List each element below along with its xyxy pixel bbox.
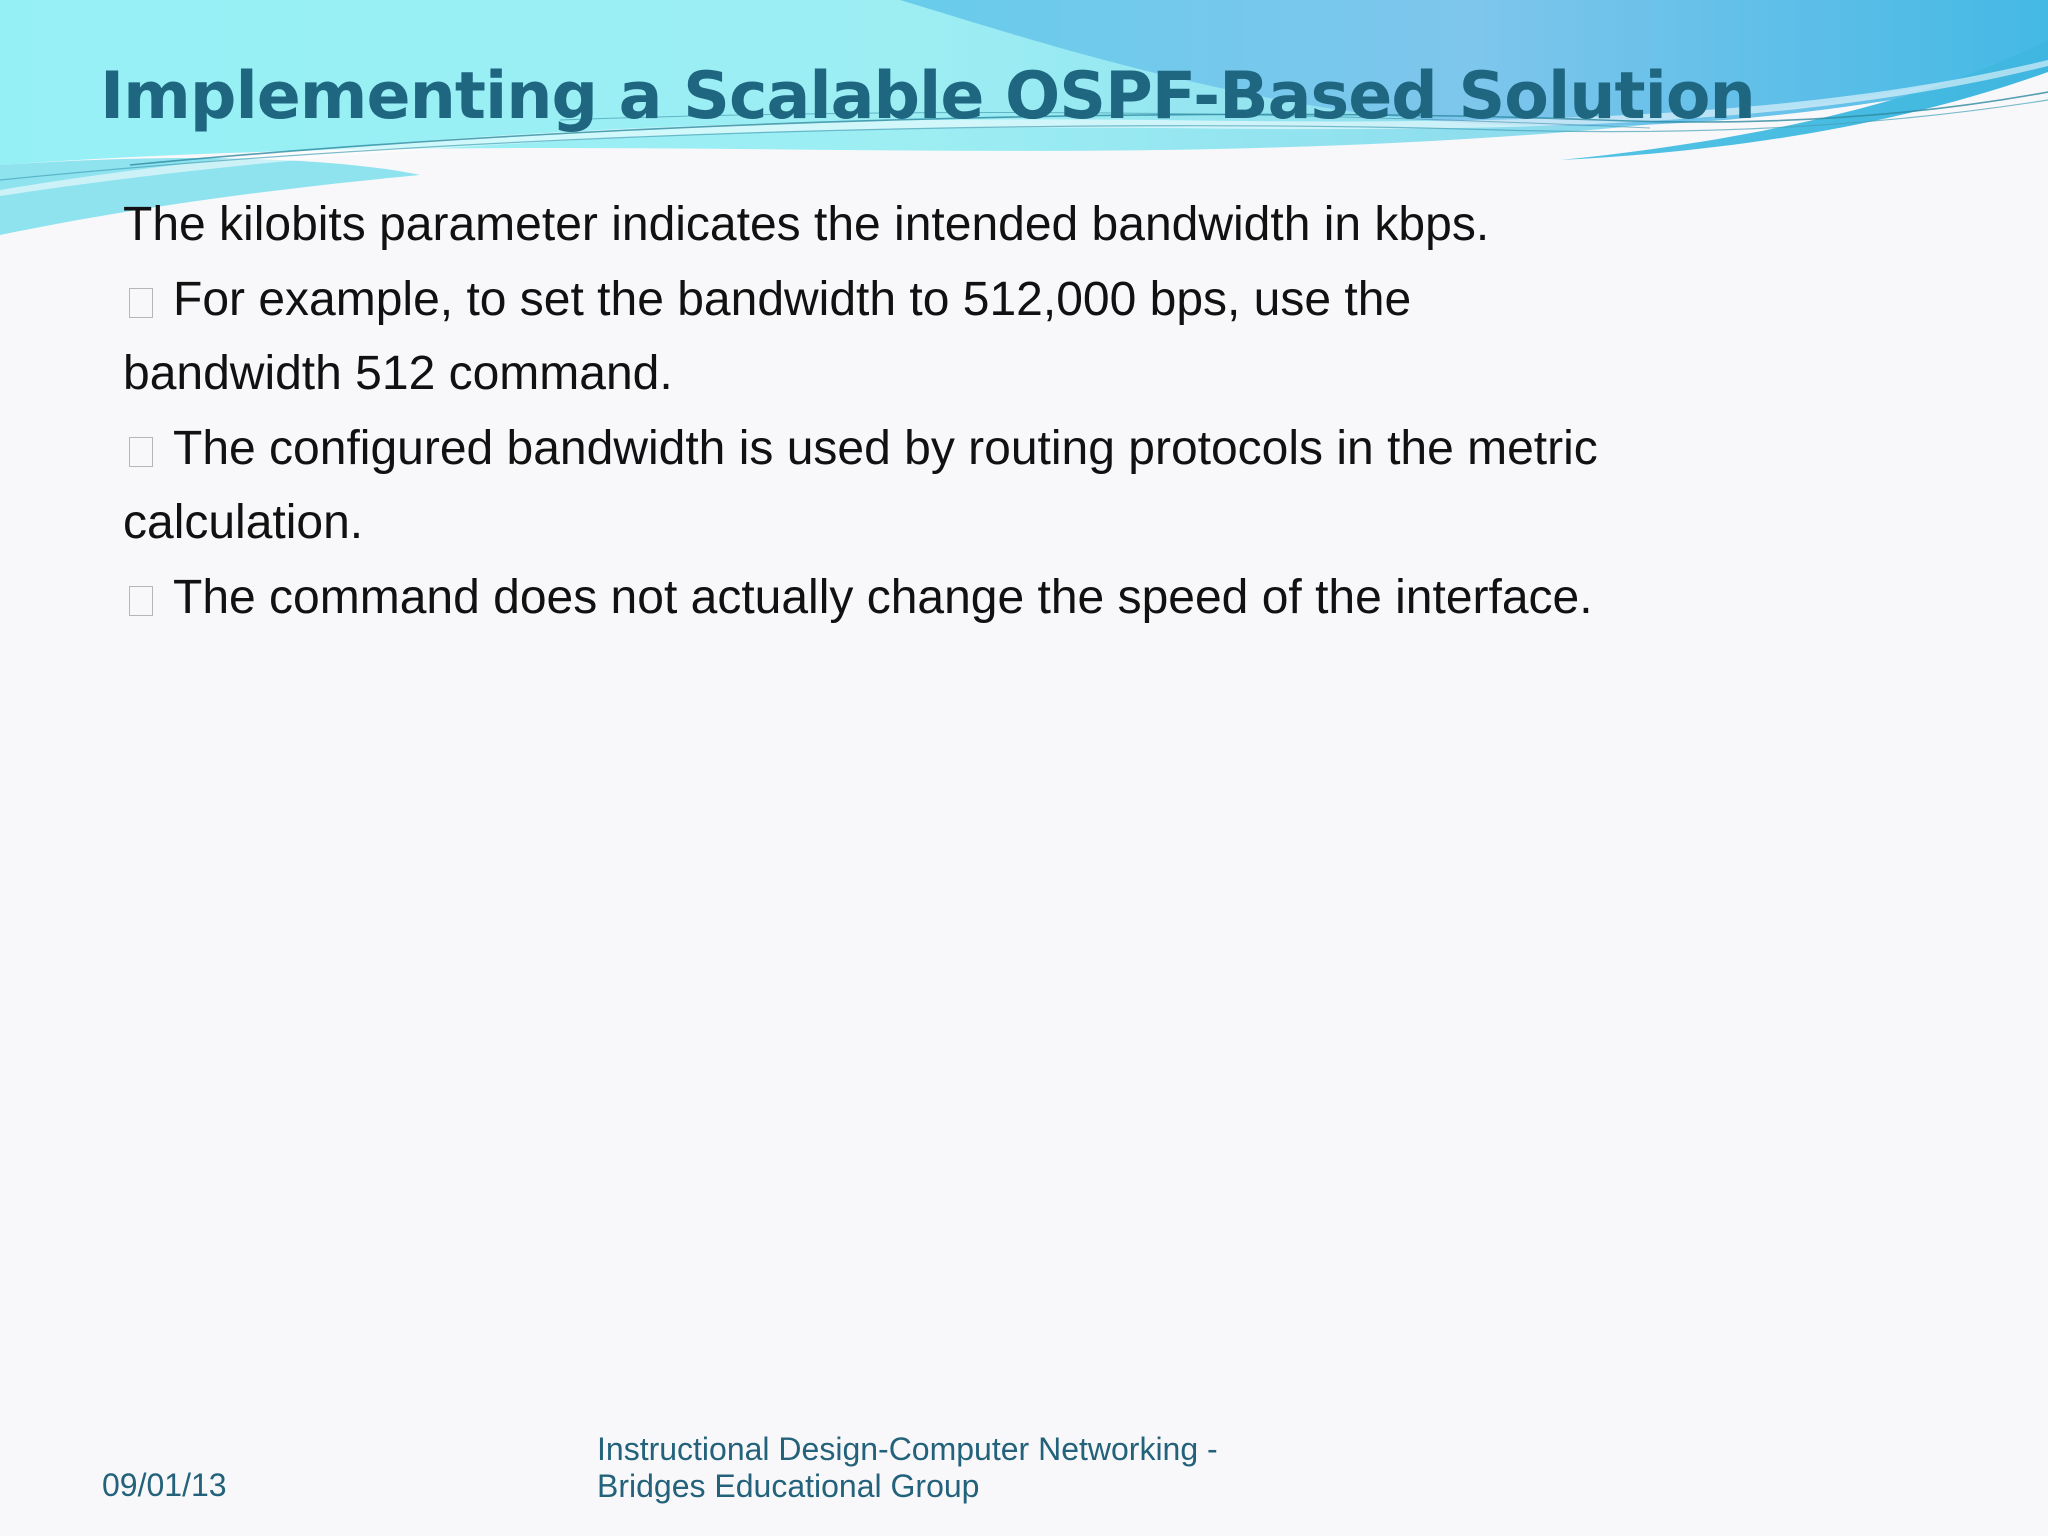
slide-title: Implementing a Scalable OSPF-Based Solution — [100, 59, 1755, 134]
bullet-item-2-text: The configured bandwidth is used by routing protocols in the metric — [173, 421, 1598, 475]
body-line-intro-text: The kilobits parameter indicates the intended bandwidth in kbps. — [123, 198, 1490, 251]
bullet-item-1-continuation-text: bandwidth 512 command. — [123, 347, 673, 400]
bullet-item-3 — [123, 561, 1743, 636]
empty-square-bullet-icon — [129, 288, 153, 318]
empty-square-bullet-icon — [129, 586, 153, 616]
bullet-item-2-continuation — [123, 486, 1743, 561]
footer-org-line-1: Instructional Design-Computer Networking - — [597, 1431, 1218, 1467]
bullet-item-1-continuation — [123, 337, 1743, 412]
slide-body — [123, 188, 1743, 635]
footer-org-line-2: Bridges Educational Group — [597, 1468, 980, 1504]
bullet-item-2-continuation-text: calculation. — [123, 496, 364, 549]
footer-organization — [597, 1431, 1218, 1505]
bullet-item-1 — [123, 263, 1743, 338]
bullet-item-3-text: The command does not actually change the speed of the interface. — [173, 570, 1593, 624]
bullet-item-1-text: For example, to set the bandwidth to 512,000 bps, use the — [173, 272, 1412, 326]
body-line-intro — [123, 188, 1743, 263]
empty-square-bullet-icon — [129, 437, 153, 467]
bullet-item-2 — [123, 412, 1743, 487]
footer-date: 09/01/13 — [102, 1467, 227, 1503]
